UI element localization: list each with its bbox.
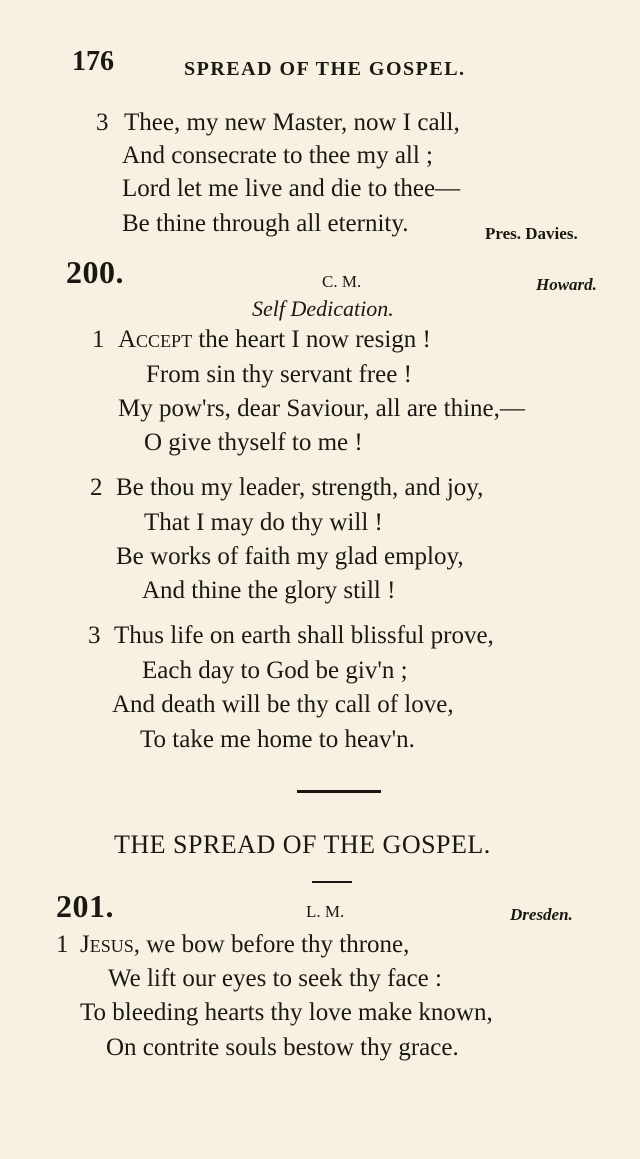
line-remainder: the heart I now resign !: [192, 326, 431, 353]
running-title: SPREAD OF THE GOSPEL.: [184, 58, 466, 80]
verse-line: We lift our eyes to seek thy face :: [108, 965, 442, 992]
verse-line: Thee, my new Master, now I call,: [124, 109, 460, 136]
tune-name: Howard.: [536, 275, 597, 294]
verse-line: On contrite souls bestow thy grace.: [106, 1034, 459, 1061]
author-attribution: Pres. Davies.: [485, 224, 578, 243]
verse-line: From sin thy servant free !: [146, 361, 412, 388]
verse-line: To bleeding hearts thy love make known,: [80, 999, 493, 1026]
initial-word: Accept: [118, 326, 193, 353]
stanza-number: 1: [92, 326, 105, 353]
verse-line: Be thine through all eternity.: [122, 210, 409, 237]
verse-line: Lord let me live and die to thee—: [122, 175, 461, 202]
verse-line: And death will be thy call of love,: [112, 691, 454, 718]
stanza-number: 3: [88, 622, 101, 649]
verse-line: O give thyself to me !: [144, 429, 363, 456]
meter-label: L. M.: [306, 902, 345, 921]
section-divider: [297, 790, 381, 793]
stanza-number: 3: [96, 109, 109, 136]
verse-line: That I may do thy will !: [144, 509, 383, 536]
section-title: THE SPREAD OF THE GOSPEL.: [114, 830, 491, 859]
verse-line: To take me home to heav'n.: [140, 726, 415, 753]
verse-line: [80, 928, 409, 961]
stanza-number: 2: [90, 474, 103, 501]
verse-line: Be thou my leader, strength, and joy,: [116, 474, 484, 501]
stanza-number: 1: [56, 931, 69, 958]
verse-line: [118, 323, 431, 356]
meter-label: C. M.: [322, 272, 362, 291]
verse-line: Be works of faith my glad employ,: [116, 543, 464, 570]
page-number: 176: [72, 46, 114, 77]
hymn-number: 201.: [56, 888, 114, 924]
tune-name: Dresden.: [510, 905, 573, 924]
hymn-subtitle: Self Dedication.: [252, 296, 394, 321]
initial-word: Jesus: [80, 931, 134, 958]
verse-line: Thus life on earth shall blissful prove,: [114, 622, 494, 649]
verse-line: My pow'rs, dear Saviour, all are thine,—: [118, 395, 525, 422]
verse-line: And thine the glory still !: [142, 577, 396, 604]
line-remainder: , we bow before thy throne,: [133, 931, 410, 958]
verse-line: Each day to God be giv'n ;: [142, 657, 408, 684]
verse-line: And consecrate to thee my all ;: [122, 142, 433, 169]
section-title-rule: [312, 881, 352, 883]
hymn-number: 200.: [66, 254, 124, 290]
